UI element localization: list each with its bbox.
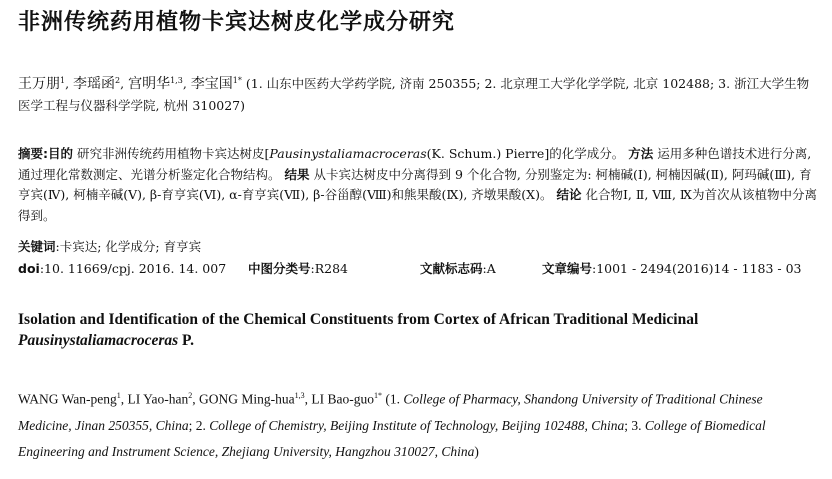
author-cn-2: 李瑶函	[73, 76, 116, 93]
conclusion-label: 结论	[556, 187, 582, 202]
author-en-1: WANG Wan-peng	[18, 391, 117, 407]
article-no-label: 文章编号	[541, 261, 592, 276]
author-en-3-sup: 1,3	[294, 391, 305, 400]
clc-value: R284	[314, 261, 348, 276]
conclusion-text: 化合物Ⅰ, Ⅱ, Ⅷ, Ⅸ为首次从该植物中分离得到。	[18, 187, 817, 223]
affiliations-cn: (1. 山东中医药大学药学院, 济南 250355; 2. 北京理工大学化学学院, 北京 102488; 3. 浙江大学生物医学工程与仪器科学学院, 杭州 310027)	[18, 76, 810, 114]
authors-en: WANG Wan-peng$^1$, LI Yao-han$^2$, GONG Ming-hua$^{1,3}$, LI Bao-guo$^{1*}$ (1. College of Pharmacy, Shandong University of Traditional Chinese Medicine, Jinan 250355, China; 2. College of Chemistry, Beijing Institute of Technology, Beijing 102488, China; 3. College of Biomedical Engineering and Instrument Science, Zhejiang University, Hangzhou 310027, China)	[18, 391, 766, 459]
author-cn-1-sup: 1	[60, 76, 66, 85]
objective-text-1: 研究非洲传统药用植物卡宾达树皮[	[77, 146, 270, 161]
author-cn-2-sup: 2	[115, 76, 121, 85]
objective-text-2: (K. Schum.) Pierre]的化学成分。	[426, 146, 625, 161]
affiliation-en-1: College of Pharmacy, Shandong University of Traditional Chinese Medicine, Jinan 250355, China	[18, 391, 763, 433]
affiliation-en-2: College of Chemistry, Beijing Institute of Technology, Beijing 102488, China	[209, 417, 625, 433]
author-cn-1: 王万朋	[18, 76, 60, 93]
title-en-tail: P.	[182, 332, 194, 349]
article-meta-line: doi:10. 11669/cpj. 2016. 14. 007 中图分类号:R284 文献标志码:A 文章编号:1001 - 2494(2016)14 - 1183 - 03	[18, 261, 802, 276]
keywords-label: 关键词	[18, 239, 56, 254]
doi-label: doi	[18, 261, 40, 276]
method-label: 方法	[628, 146, 654, 161]
affiliation-en-3: College of Biomedical Engineering and Instrument Science, Zhejiang University, Hangzhou 310027, China	[18, 417, 766, 459]
objective-label: 目的	[48, 146, 74, 161]
title-en-species: Pausinystaliamacroceras	[18, 332, 179, 349]
author-cn-4: 李宝国	[190, 76, 233, 93]
title-en-main: Isolation and Identification of the Chemical Constituents from Cortex of African Traditional Medicinal	[18, 311, 699, 328]
author-cn-3: 宫明华	[128, 76, 171, 93]
result-label: 结果	[284, 166, 310, 182]
author-en-4-sup: 1*	[374, 391, 382, 400]
article-title-en	[18, 309, 818, 351]
author-cn-3-sup: 1,3	[170, 76, 183, 85]
keywords-text: 卡宾达; 化学成分; 育亨宾	[59, 239, 202, 254]
author-en-4: LI Bao-guo	[311, 391, 374, 407]
author-en-1-sup: 1	[116, 391, 121, 400]
authors-cn: 王万朋$^1$, 李瑶函$^2$, 宫明华$^{1,3}$, 李宝国$^{1*}$ (1. 山东中医药大学药学院, 济南 250355; 2. 北京理工大学化学学院, 北京 102488; 3. 浙江大学生物医学工程与仪器科学学院, 杭州 310027)	[18, 76, 810, 114]
species-name-cn-abstract: Pausinystaliamacroceras	[269, 146, 427, 161]
author-en-2-sup: 2	[188, 391, 193, 400]
method-text: 运用多种色谱技术进行分离, 通过理化常数测定、光谱分析鉴定化合物结构。	[18, 146, 812, 182]
clc-label: 中图分类号	[247, 261, 311, 276]
doc-code-value: A	[486, 261, 496, 276]
result-text: 从卡宾达树皮中分离得到 9 个化合物, 分别鉴定为: 柯楠碱(Ⅰ), 柯楠因碱(Ⅱ), 阿玛碱(Ⅲ), 育亨宾(Ⅳ), 柯楠辛碱(Ⅴ), β-育亨宾(Ⅵ), α-育亨宾(Ⅶ), β-谷甾醇(Ⅷ)和熊果酸(Ⅸ), 齐墩果酸(Ⅹ)。	[18, 166, 812, 202]
article-title-cn: 非洲传统药用植物卡宾达树皮化学成分研究	[18, 10, 456, 35]
abstract-cn: 摘要:目的 研究非洲传统药用植物卡宾达树皮[Pausinystaliamacroceras(K. Schum.) Pierre]的化学成分。 方法 运用多种色谱技术进行分离, 通过理化常数测定、光谱分析鉴定化合物结构。 结果 从卡宾达树皮中分离得到 9 个化合物, 分别鉴定为: 柯楠碱(Ⅰ), 柯楠因碱(Ⅱ), 阿玛碱(Ⅲ), 育亨宾(Ⅳ), 柯楠辛碱(Ⅴ), β-育亨宾(Ⅵ), α-育亨宾(Ⅶ), β-谷甾醇(Ⅷ)和熊果酸(Ⅸ), 齐墩果酸(Ⅹ)。 结论 化合物Ⅰ, Ⅱ, Ⅷ, Ⅸ为首次从该植物中分离得到。	[18, 146, 817, 223]
author-cn-4-sup: 1*	[232, 76, 242, 85]
author-en-2: LI Yao-han	[127, 391, 189, 407]
doi-value: 10. 11669/cpj. 2016. 14. 007	[44, 261, 227, 276]
author-en-3: GONG Ming-hua	[199, 391, 295, 407]
abstract-label: 摘要	[18, 146, 44, 161]
doc-code-label: 文献标志码	[419, 261, 483, 276]
article-no-value: 1001 - 2494(2016)14 - 1183 - 03	[596, 261, 802, 276]
keywords-line: 关键词:卡宾达; 化学成分; 育亨宾	[18, 239, 202, 254]
